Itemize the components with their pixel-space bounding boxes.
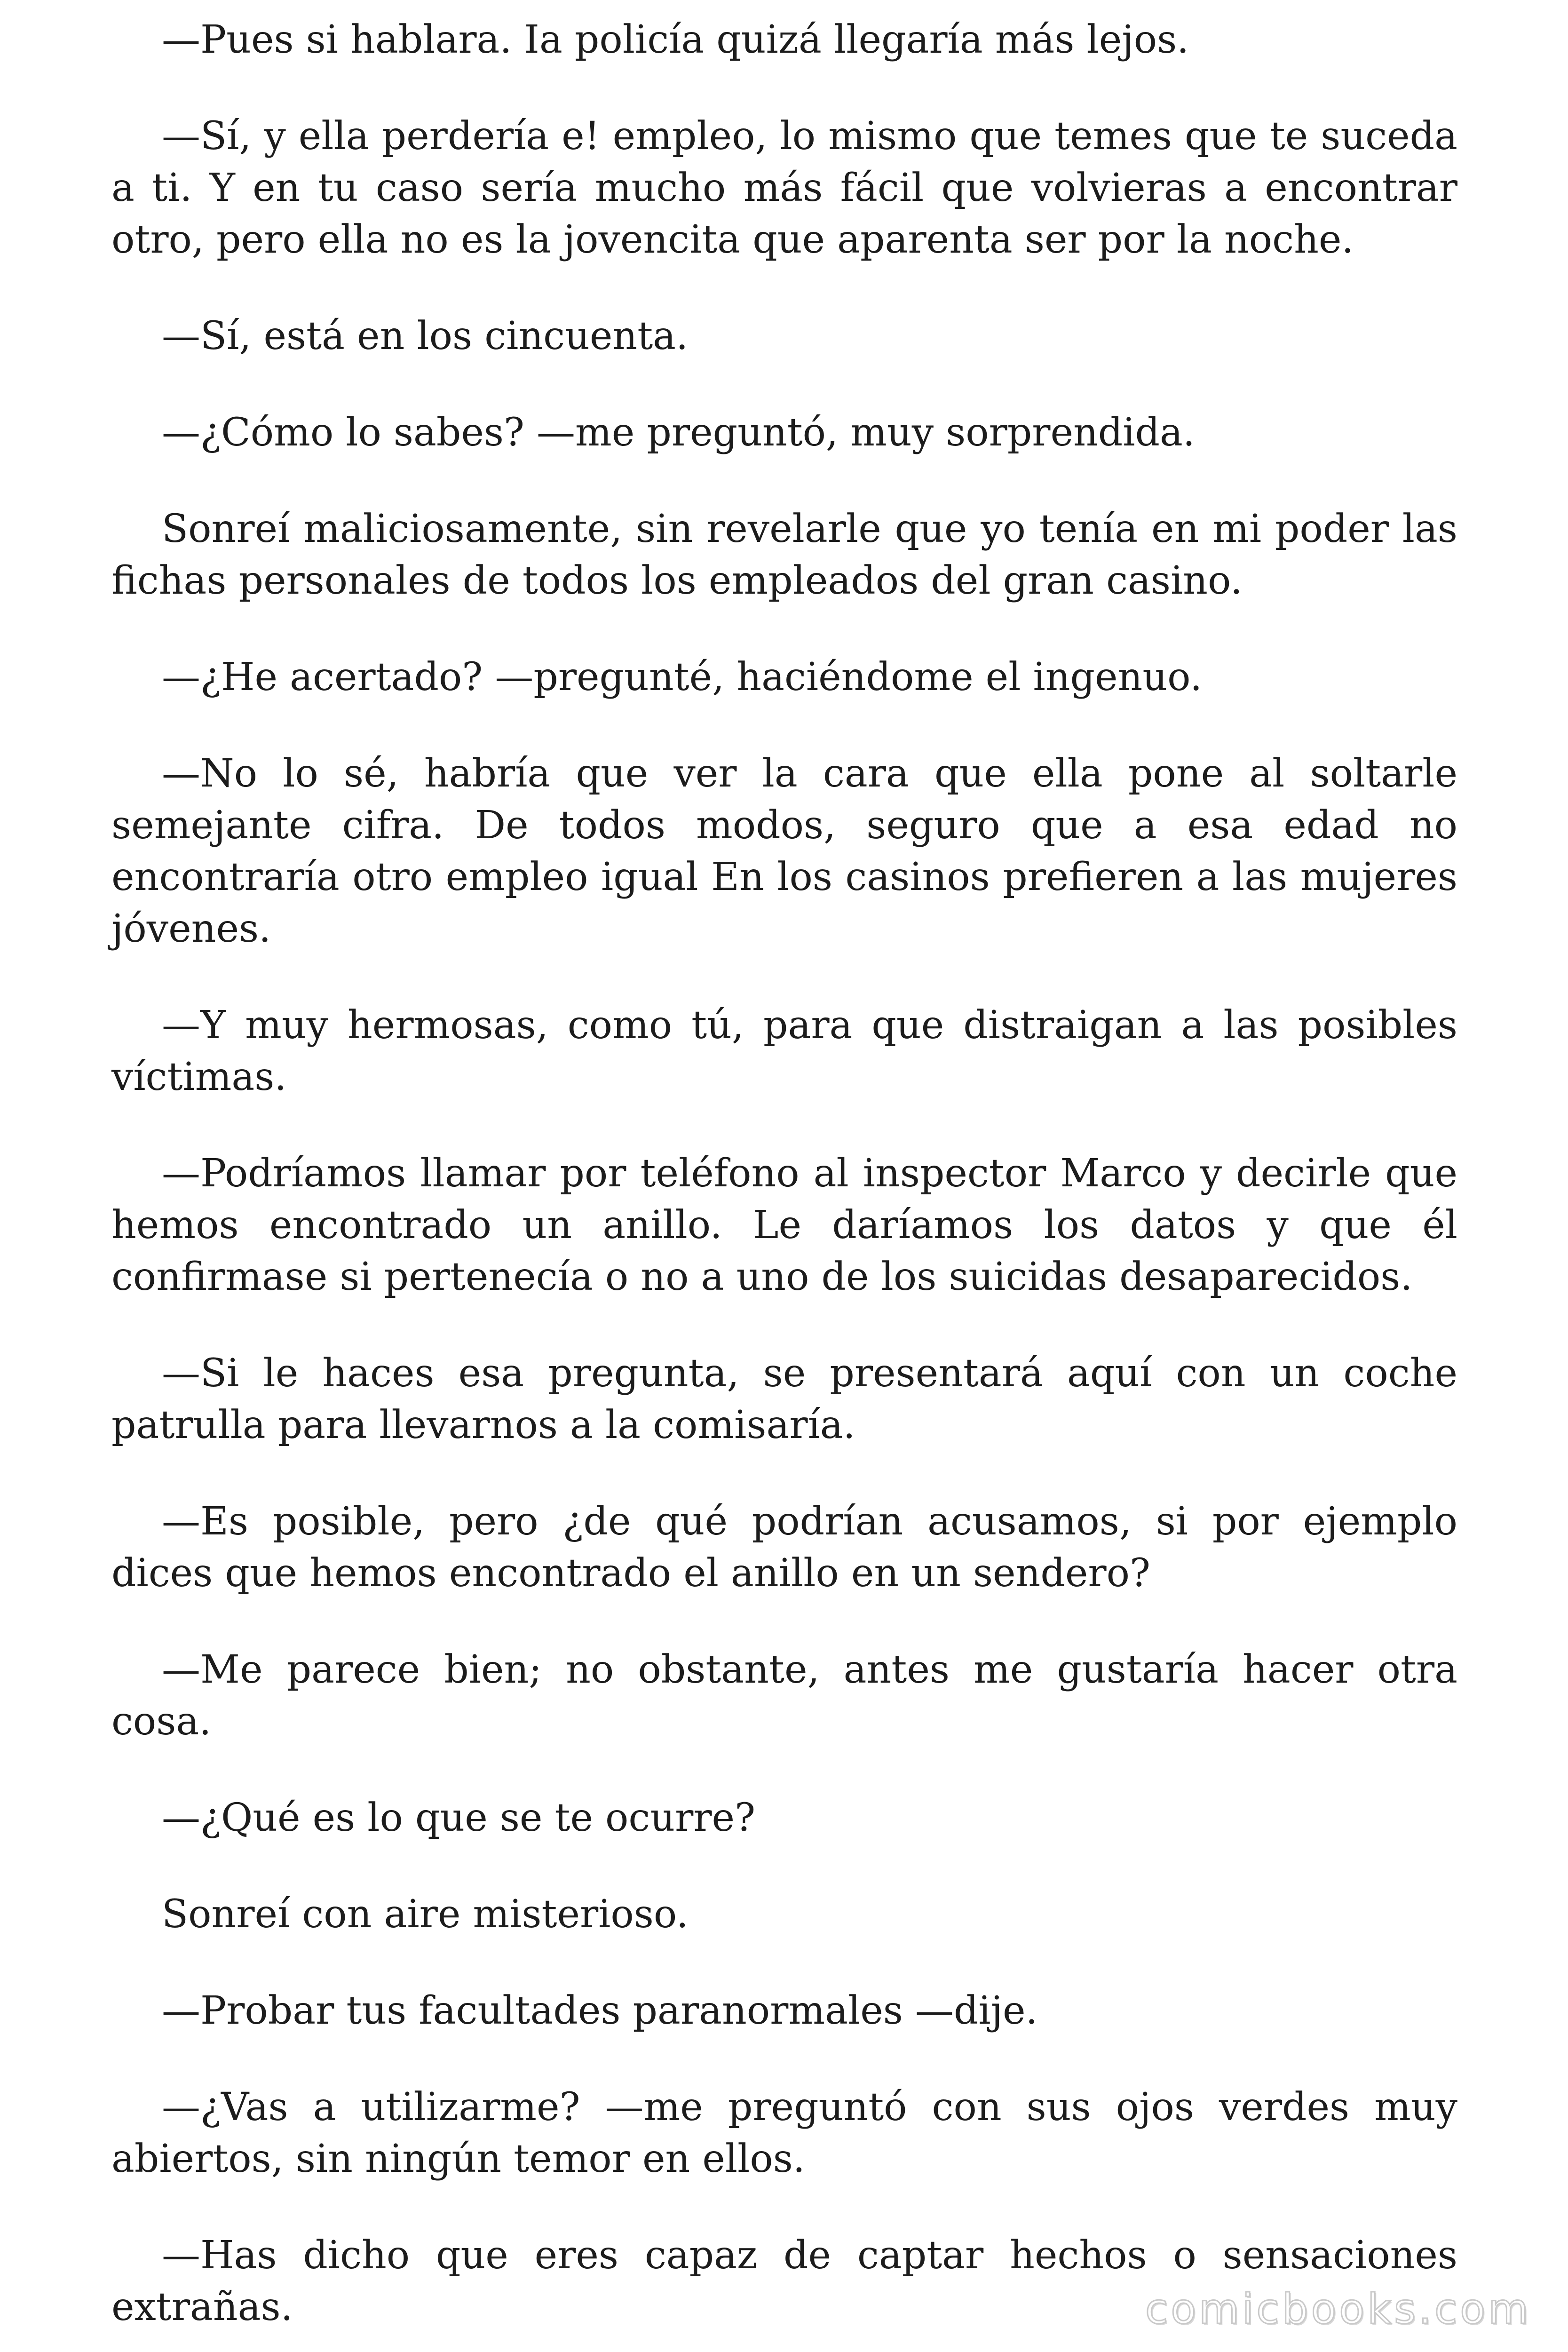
paragraph-8: —Y muy hermosas, como tú, para que distraigan a las posibles víctimas. [111, 1003, 1457, 1099]
paragraph-7: —No lo sé, habría que ver la cara que ella pone al soltarle semejante cifra. De todos modos, seguro que a esa edad no encontraría otro empleo igual En los casinos prefieren a las mujeres jóvenes. [111, 751, 1457, 951]
paragraph-14: Sonreí con aire misterioso. [162, 1892, 689, 1937]
page-body [111, 14, 1457, 2333]
paragraph-15: —Probar tus facultades paranormales —dije. [162, 1988, 1038, 2033]
watermark-text: comicbooks.com [1145, 2285, 1531, 2333]
paragraph-4: —¿Cómo lo sabes? —me preguntó, muy sorprendida. [162, 410, 1195, 455]
paragraph-6: —¿He acertado? —pregunté, haciéndome el ingenuo. [162, 655, 1203, 699]
paragraph-9: —Podríamos llamar por teléfono al inspector Marco y decirle que hemos encontrado un anillo. Le daríamos los datos y que él confirmase si pertenecía o no a uno de los suicidas desaparecidos. [111, 1151, 1457, 1299]
paragraph-3: —Sí, está en los cincuenta. [162, 314, 689, 358]
paragraph-11: —Es posible, pero ¿de qué podrían acusamos, si por ejemplo dices que hemos encontrado el anillo en un sendero? [111, 1499, 1457, 1596]
paragraph-1: —Pues si hablara. Ia policía quizá llegaría más lejos. [162, 17, 1189, 62]
paragraph-12: —Me parece bien; no obstante, antes me gustaría hacer otra cosa. [111, 1647, 1457, 1744]
paragraph-17: —Has dicho que eres capaz de captar hechos o sensaciones extrañas. [111, 2233, 1457, 2329]
paragraph-16: —¿Vas a utilizarme? —me preguntó con sus ojos verdes muy abiertos, sin ningún temor en ellos. [111, 2085, 1457, 2181]
paragraph-5: Sonreí maliciosamente, sin revelarle que yo tenía en mi poder las fichas personales de todos los empleados del gran casino. [111, 507, 1457, 603]
paragraph-13: —¿Qué es lo que se te ocurre? [162, 1796, 756, 1840]
paragraph-10: —Si le haces esa pregunta, se presentará aquí con un coche patrulla para llevarnos a la comisaría. [111, 1351, 1457, 1447]
paragraph-2: —Sí, y ella perdería e! empleo, lo mismo que temes que te suceda a ti. Y en tu caso sería mucho más fácil que volvieras a encontrar otro, pero ella no es la jovencita que aparenta ser por la noche. [111, 114, 1457, 262]
